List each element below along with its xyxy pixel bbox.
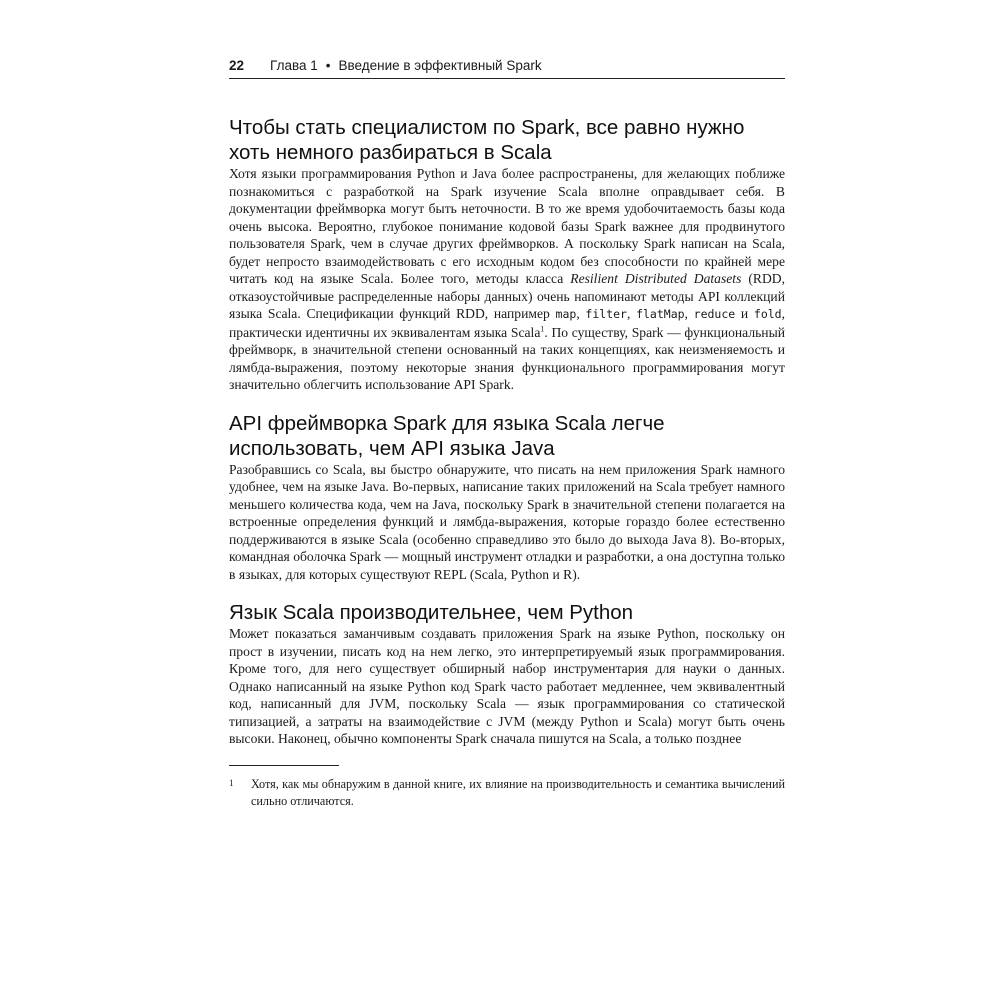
footnote-text: Хотя, как мы обнаружим в данной книге, их влияние на производительность и семантика вычислений сильно отличаются. [251, 776, 785, 808]
code-map: map [555, 307, 577, 321]
footnote [229, 776, 785, 810]
section-heading-3: Язык Scala производительнее, чем Python [229, 601, 634, 624]
footnote-ref[interactable]: 1 [540, 323, 545, 333]
text-run: , [626, 306, 637, 321]
section-heading-1: Чтобы стать специалистом по Spark, все равно нужно хоть немного разбираться в Scala [229, 116, 745, 164]
code-flatmap: flatMap [636, 307, 685, 321]
chapter-title: Введение в эффективный Spark [338, 58, 542, 73]
page-number: 22 [229, 58, 245, 73]
footnote-number: 1 [229, 777, 234, 788]
book-page [229, 58, 785, 810]
section-heading-2: API фреймворка Spark для языка Scala легче использовать, чем API языка Java [229, 411, 665, 460]
footnote-divider [229, 765, 339, 766]
text-run: Хотя языки программирования Python и Java более распространены, для желающих поближе познакомиться с разработкой на Spark изучение Scala вполне оправдывает себя. В документации фреймворка могут быть неточности. В то же время удобочитаемость базы кода очень высока. Вероятно, глубокое понимание кодовой базы Spark важнее для продвинутого пользователя Spark, чем в случае других фреймворков. А поскольку Spark написан на Scala, будет непросто взаимодействовать с его исходным кодом без способности по крайней мере читать код на языке Scala. Более того, методы класса [229, 166, 785, 286]
code-fold: fold [753, 307, 782, 321]
running-head [229, 58, 785, 79]
text-run: , [684, 306, 694, 321]
chapter-label: Глава 1 [270, 58, 318, 73]
code-filter: filter [585, 307, 627, 321]
italic-term: Resilient Distributed Datasets [570, 271, 742, 286]
text-run: (RDD, отказоустойчивые распределенные наборы данных) очень напоминают методы API коллекций языка Scala. Спецификации функций RDD, например [229, 271, 785, 321]
text-run: . По существу, Spark — функциональный фреймворк, в значительной степени основанный на таких концепциях, как неизменяемость и лямбда-выражения, поэтому некоторые знания функционального программирования могут значительно облегчить использование API Spark. [229, 324, 785, 392]
section-paragraph-1 [229, 165, 785, 394]
section-paragraph-2: Разобравшись со Scala, вы быстро обнаружите, что писать на нем приложения Spark намного удобнее, чем на языке Java. Во-первых, написание таких приложений на Scala требует намного меньшего количества кода, чем на Java, поскольку Spark в значительной степени полагается на встроенные определения функций и лямбда-выражения, которые гораздо более естественно поддерживаются в языке Scala (особенно справедливо это было до выхода Java 8). Во-вторых, командная оболочка Spark — мощный инструмент отладки и разработки, а она доступна только в языках, для которых существуют REPL (Scala, Python и R). [229, 461, 785, 582]
code-reduce: reduce [693, 307, 736, 321]
section-paragraph-3: Может показаться заманчивым создавать приложения Spark на языке Python, поскольку он прост в изучении, писать код на нем легко, это интерпретируемый язык программирования. Кроме того, для него существует обширный набор инструментария для науки о данных. Однако написанный на языке Python код Spark часто работает медленнее, чем эквивалентный код, написанный для JVM, поскольку Scala — язык программирования со статической типизацией, а затраты на взаимодействие с JVM (между Python и Scala) могут быть очень высоки. Наконец, обычно компоненты Spark сначала пишутся на Scala, а только позднее [229, 626, 785, 746]
text-run: , [576, 306, 586, 321]
text-run: , практически идентичны их эквивалентам языка Scala [229, 306, 786, 340]
bullet-separator: • [325, 58, 331, 73]
text-run: и [735, 306, 754, 321]
